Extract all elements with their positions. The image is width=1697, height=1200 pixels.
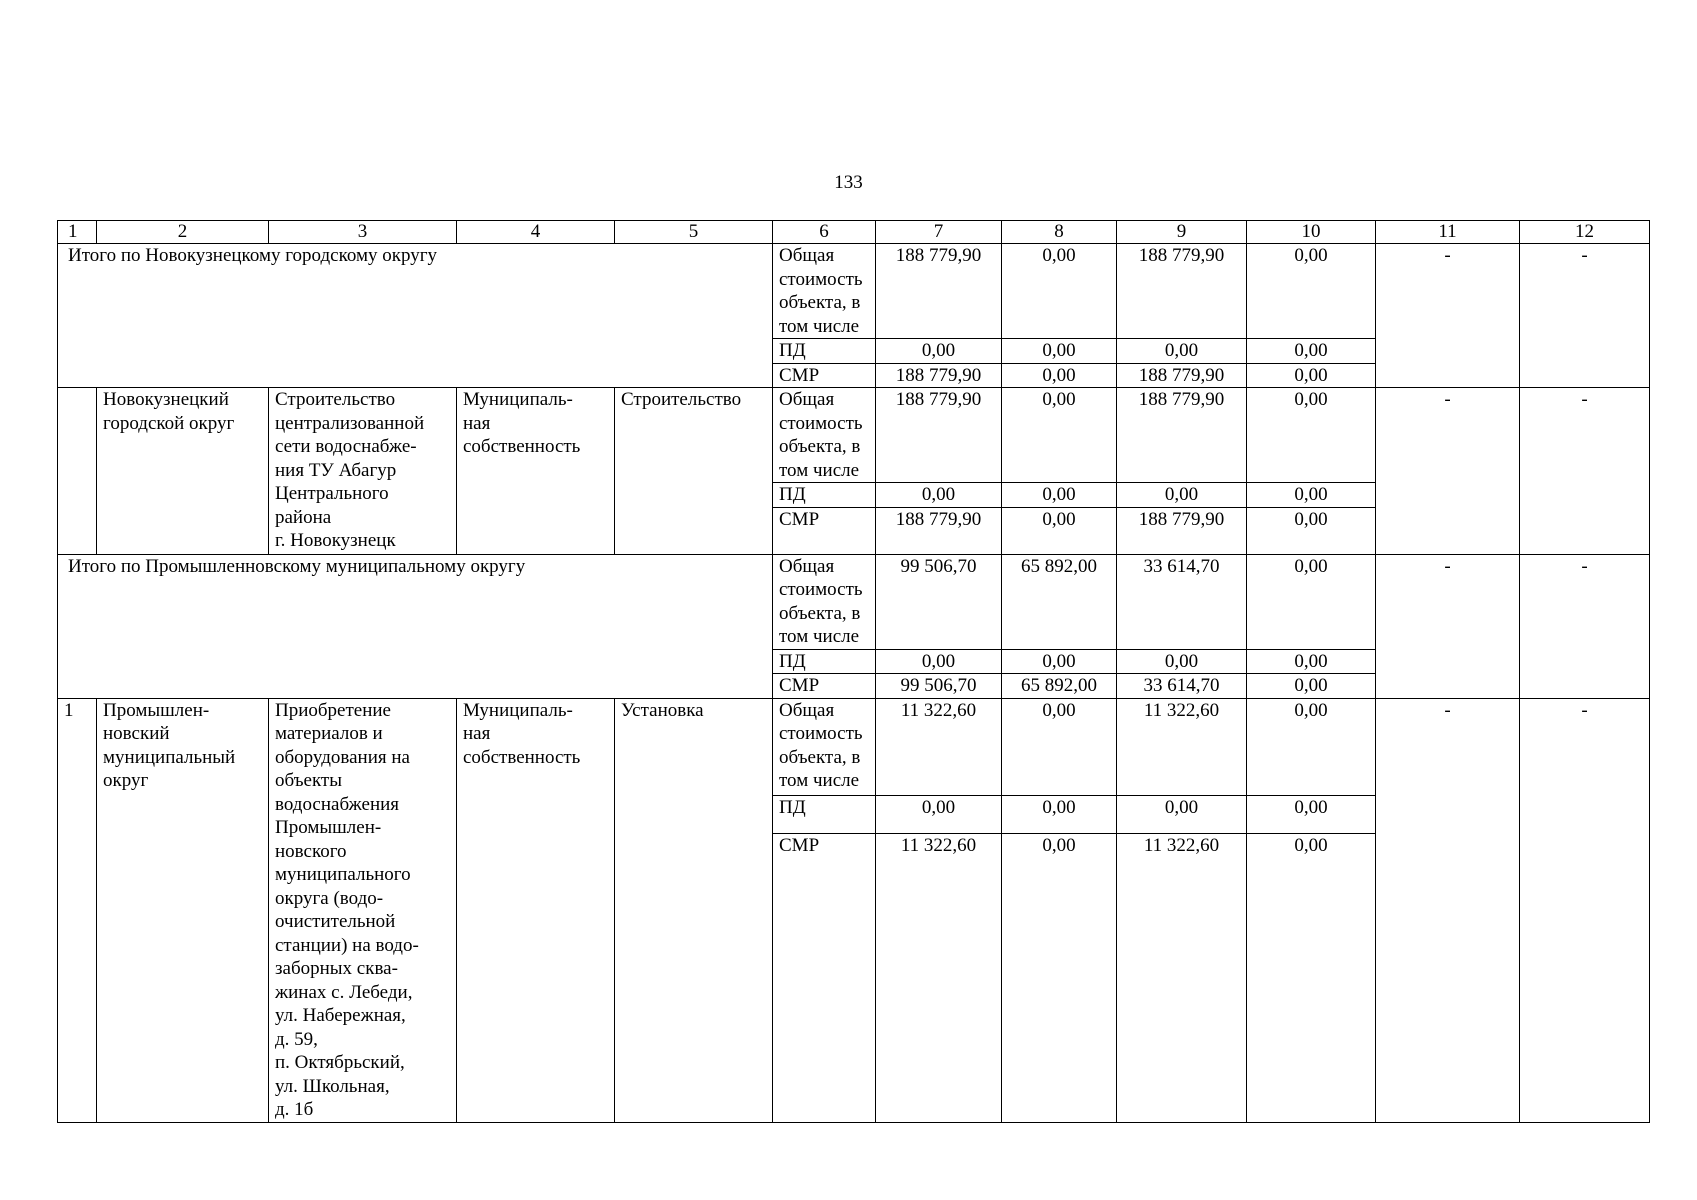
column-number: 1 — [58, 221, 97, 244]
value-cell: 33 614,70 — [1117, 674, 1247, 699]
dash-cell: - — [1520, 388, 1650, 555]
value-cell: 11 322,60 — [876, 833, 1002, 1122]
value-cell: 0,00 — [1247, 339, 1376, 364]
total-cost-label: Общая стоимость объекта, в том числе — [773, 554, 876, 649]
value-cell: 0,00 — [1002, 388, 1117, 483]
value-cell: 0,00 — [1247, 833, 1376, 1122]
smr-label: СМР — [773, 363, 876, 388]
value-cell: 0,00 — [1247, 363, 1376, 388]
value-cell: 0,00 — [1002, 483, 1117, 508]
value-cell: 11 322,60 — [876, 698, 1002, 795]
value-cell: 0,00 — [1002, 698, 1117, 795]
value-cell: 0,00 — [1002, 363, 1117, 388]
column-number: 7 — [876, 221, 1002, 244]
value-cell: 0,00 — [1117, 339, 1247, 364]
dash-cell: - — [1520, 698, 1650, 1122]
value-cell: 0,00 — [1002, 339, 1117, 364]
row-number: 1 — [58, 698, 97, 1122]
column-number: 8 — [1002, 221, 1117, 244]
value-cell: 0,00 — [1247, 244, 1376, 339]
data-table — [57, 220, 1650, 1123]
value-cell: 0,00 — [1002, 833, 1117, 1122]
pd-label: ПД — [773, 483, 876, 508]
value-cell: 0,00 — [1117, 483, 1247, 508]
value-cell: 0,00 — [1247, 507, 1376, 554]
value-cell: 99 506,70 — [876, 674, 1002, 699]
value-cell: 188 779,90 — [876, 388, 1002, 483]
value-cell: 65 892,00 — [1002, 554, 1117, 649]
value-cell: 33 614,70 — [1117, 554, 1247, 649]
smr-label: СМР — [773, 674, 876, 699]
pd-label: ПД — [773, 649, 876, 674]
smr-label: СМР — [773, 833, 876, 1122]
dash-cell: - — [1376, 388, 1520, 555]
column-number: 12 — [1520, 221, 1650, 244]
value-cell: 11 322,60 — [1117, 833, 1247, 1122]
value-cell: 11 322,60 — [1117, 698, 1247, 795]
value-cell: 0,00 — [1002, 649, 1117, 674]
value-cell: 0,00 — [1247, 795, 1376, 833]
value-cell: 0,00 — [876, 339, 1002, 364]
column-number: 2 — [97, 221, 269, 244]
value-cell: 188 779,90 — [1117, 507, 1247, 554]
total-cost-label: Общая стоимость объекта, в том числе — [773, 698, 876, 795]
smr-label: СМР — [773, 507, 876, 554]
dash-cell: - — [1376, 244, 1520, 388]
pd-label: ПД — [773, 795, 876, 833]
dash-cell: - — [1520, 554, 1650, 698]
dash-cell: - — [1520, 244, 1650, 388]
value-cell: 0,00 — [1247, 388, 1376, 483]
total-title: Итого по Промышленновскому муниципальному округу — [58, 554, 773, 698]
value-cell: 0,00 — [1002, 795, 1117, 833]
value-cell: 188 779,90 — [1117, 388, 1247, 483]
column-number: 3 — [269, 221, 457, 244]
value-cell: 0,00 — [1117, 795, 1247, 833]
page-number: 133 — [834, 172, 863, 193]
value-cell: 0,00 — [876, 795, 1002, 833]
object-name-cell: Приобретение материалов и оборудования на объекты водоснабжения Промышлен- новского муниципального округа (водо- очистительной станции) на водо- заборных сква- жинах с. Лебеди, ул. Набережная, д. 59, п. Октябрьский, ул. Школьная, д. 1б — [269, 698, 457, 1122]
pd-label: ПД — [773, 339, 876, 364]
dash-cell: - — [1376, 698, 1520, 1122]
table-row — [58, 388, 1650, 483]
value-cell: 0,00 — [1247, 698, 1376, 795]
value-cell: 65 892,00 — [1002, 674, 1117, 699]
dash-cell: - — [1376, 554, 1520, 698]
district-cell: Новокузнецкий городской округ — [97, 388, 269, 555]
row-number — [58, 388, 97, 555]
column-number: 5 — [615, 221, 773, 244]
work-type-cell: Строительство — [615, 388, 773, 555]
table-row — [58, 698, 1650, 795]
value-cell: 188 779,90 — [876, 507, 1002, 554]
district-cell: Промышлен- новский муниципальный округ — [97, 698, 269, 1122]
ownership-cell: Муниципаль- ная собственность — [457, 698, 615, 1122]
table-row — [58, 244, 1650, 339]
column-number: 6 — [773, 221, 876, 244]
value-cell: 0,00 — [876, 483, 1002, 508]
column-number: 9 — [1117, 221, 1247, 244]
object-name-cell: Строительство централизованной сети водоснабже- ния ТУ Абагур Центрального района г. Новокузнецк — [269, 388, 457, 555]
column-number: 11 — [1376, 221, 1520, 244]
value-cell: 0,00 — [1247, 483, 1376, 508]
value-cell: 188 779,90 — [1117, 363, 1247, 388]
column-numbers-header — [58, 221, 1650, 244]
value-cell: 99 506,70 — [876, 554, 1002, 649]
total-cost-label: Общая стоимость объекта, в том числе — [773, 244, 876, 339]
value-cell: 0,00 — [1247, 674, 1376, 699]
work-type-cell: Установка — [615, 698, 773, 1122]
total-title: Итого по Новокузнецкому городскому округу — [58, 244, 773, 388]
value-cell: 0,00 — [1247, 649, 1376, 674]
ownership-cell: Муниципаль- ная собственность — [457, 388, 615, 555]
value-cell: 188 779,90 — [1117, 244, 1247, 339]
column-number: 10 — [1247, 221, 1376, 244]
value-cell: 188 779,90 — [876, 363, 1002, 388]
value-cell: 0,00 — [1002, 507, 1117, 554]
value-cell: 0,00 — [1247, 554, 1376, 649]
value-cell: 0,00 — [876, 649, 1002, 674]
value-cell: 0,00 — [1117, 649, 1247, 674]
value-cell: 188 779,90 — [876, 244, 1002, 339]
column-number: 4 — [457, 221, 615, 244]
total-cost-label: Общая стоимость объекта, в том числе — [773, 388, 876, 483]
value-cell: 0,00 — [1002, 244, 1117, 339]
table-row — [58, 554, 1650, 649]
